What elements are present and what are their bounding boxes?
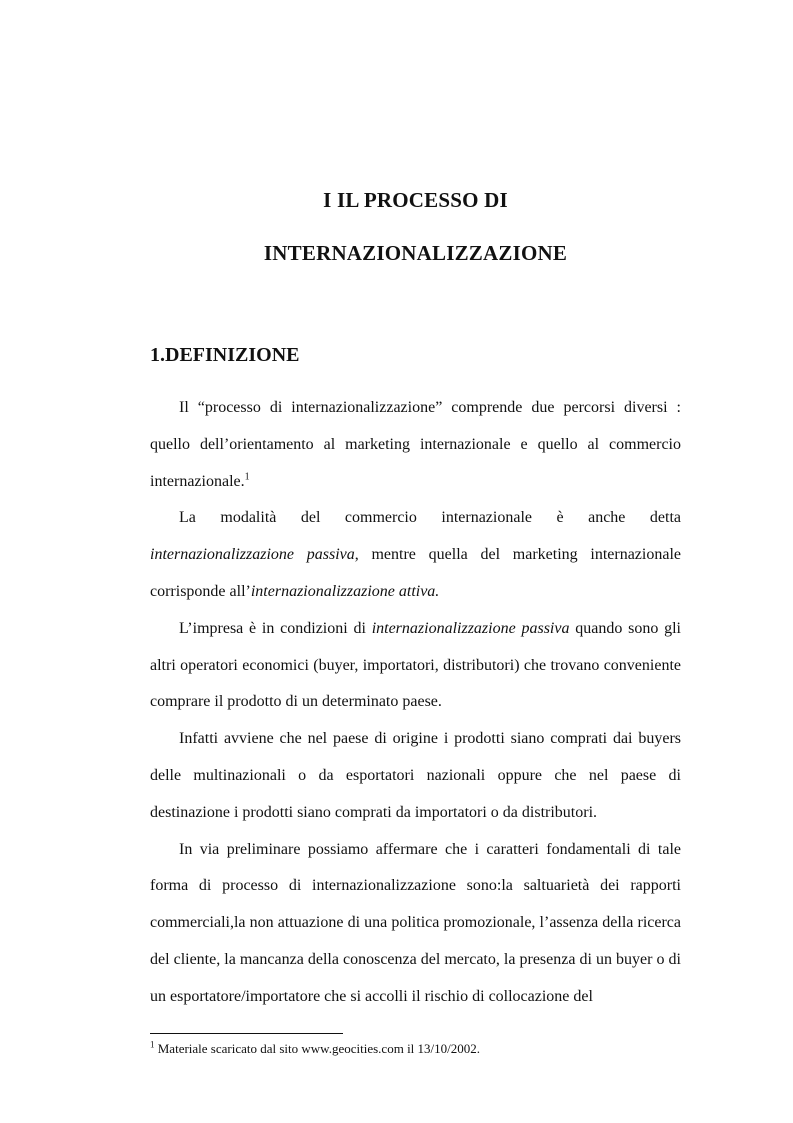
paragraph-2-text-a: La modalità del commercio internazionale è anche detta [179,509,681,527]
paragraph-4: Infatti avviene che nel paese di origine i prodotti siano comprati dai buyers delle multinazionali o da esportatori nazionali oppure che nel paese di destinazione i prodotti siano comprati da importatori o da distributori. [150,730,681,821]
paragraph-3-text-c: quando sono gli altri operatori economici (buyer, importatori, distributori) che trovano conveniente comprare il prodotto di un determinato paese. [150,619,682,711]
paragraph-5: In via preliminare possiamo affermare che i caratteri fondamentali di tale forma di processo di internazionalizzazione sono:la saltuarietà dei rapporti commerciali,la non attuazione di una politica promozionale, l’assenza della ricerca del cliente, la mancanza della conoscenza del mercato, la presenza di un buyer o di un esportatore/importatore che si accolli il rischio di collocazione del [150,840,681,1005]
paragraph-2-italic-b: internazionalizzazione passiva [150,546,355,564]
footnote-reference[interactable]: 1 [244,471,250,483]
paragraph-3-text-a: L’impresa è in condizioni di [179,619,372,637]
body-text [150,390,681,1016]
footnote-divider [150,1033,343,1034]
paragraph-1-text: Il “processo di internazionalizzazione” comprende due percorsi diversi : quello dell’orientamento al marketing internazionale e quello al commercio internazionale. [150,399,681,490]
footnote-marker: 1 [150,1039,155,1050]
footnote [150,1041,480,1057]
section-heading: 1.DEFINIZIONE [150,344,300,366]
paragraph-1 [150,390,681,500]
paragraph-2-italic-d: internazionalizzazione attiva. [250,582,440,600]
paragraph-3 [150,611,681,721]
chapter-title-line-1: I IL PROCESSO DI [323,188,508,212]
chapter-title-line-2: INTERNAZIONALIZZAZIONE [263,241,568,265]
paragraph-2 [150,500,681,610]
paragraph-2-text-c: , mentre quella del marketing internazionale corrisponde all’ [150,546,681,600]
footnote-text: Materiale scaricato dal sito www.geocities.com il 13/10/2002. [154,1041,481,1056]
paragraph-3-italic-b: internazionalizzazione passiva [371,619,570,637]
